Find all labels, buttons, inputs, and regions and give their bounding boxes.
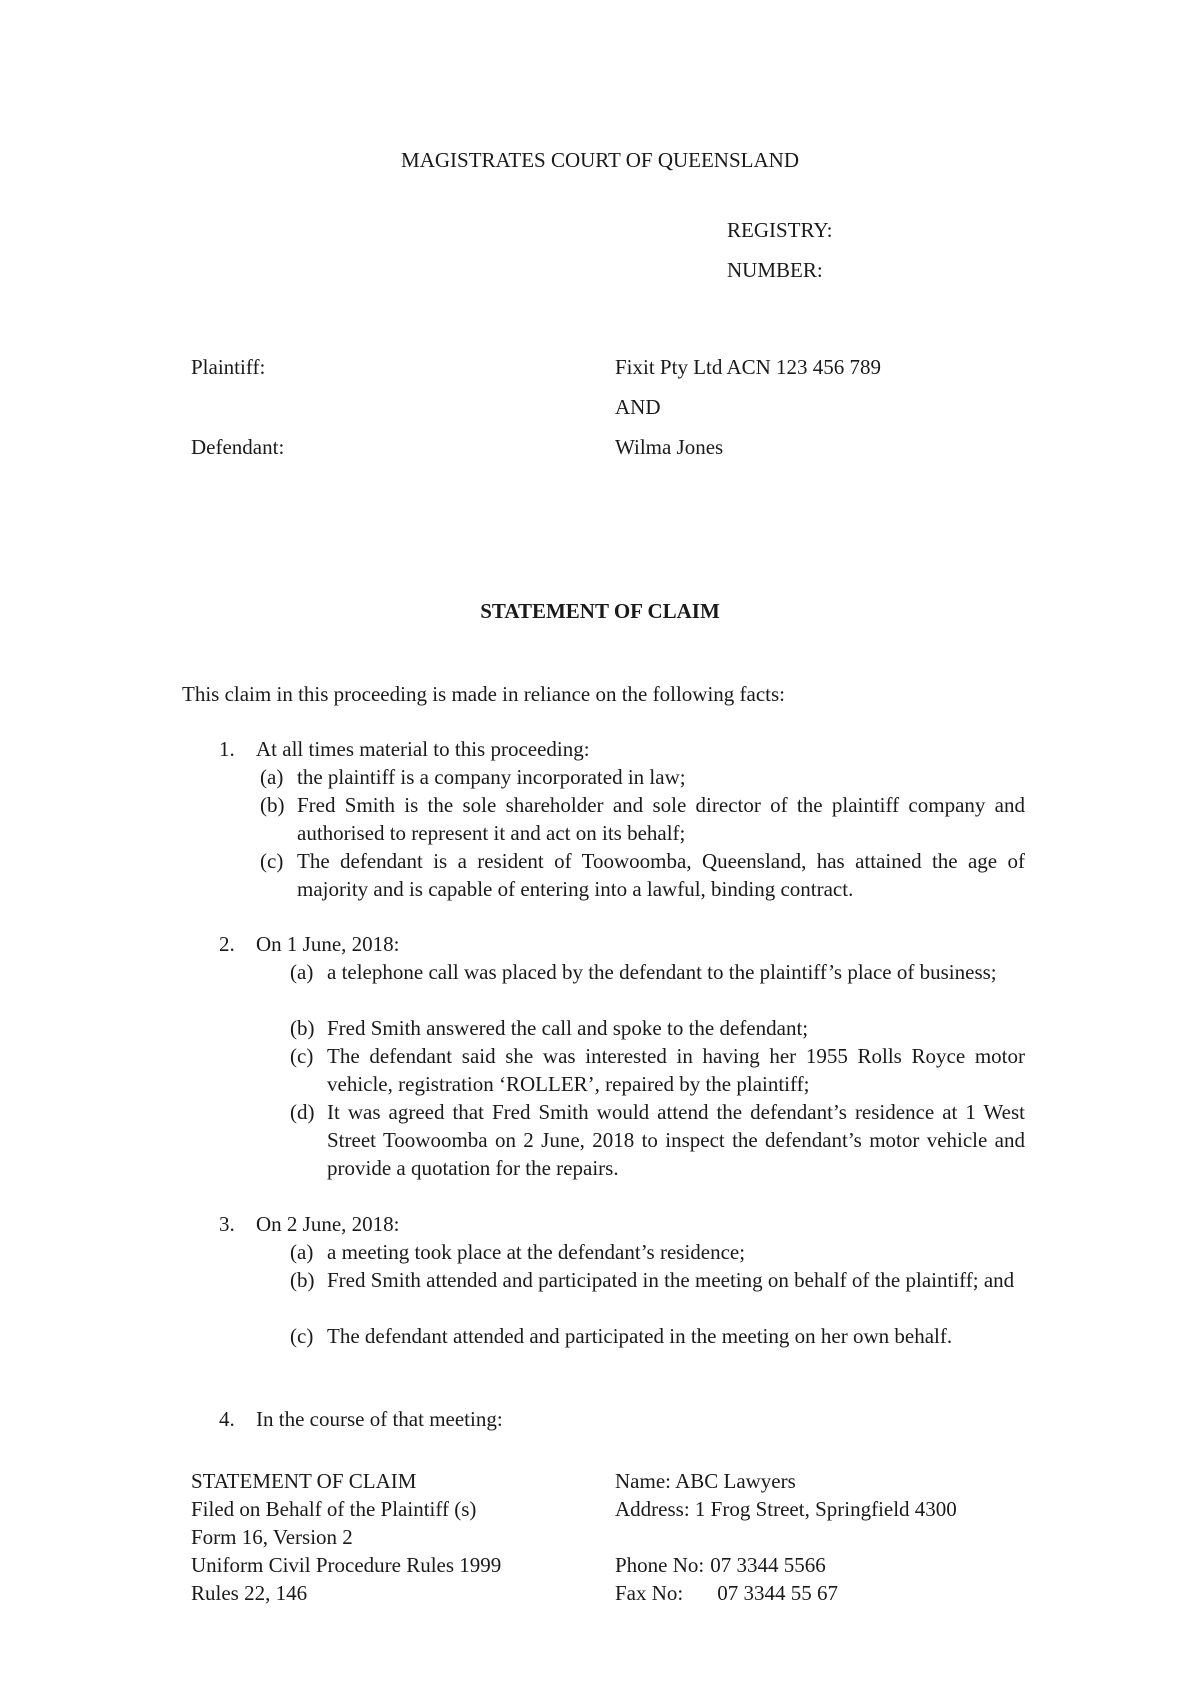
item-text: The defendant is a resident of Toowoomba, Queensland, has attained the age of majority and is capable of entering into a lawful, binding contract. bbox=[297, 849, 1025, 901]
fax-line bbox=[615, 1579, 957, 1607]
item-text: a meeting took place at the defendant’s residence; bbox=[327, 1240, 746, 1264]
item-label: (b) bbox=[260, 793, 285, 817]
plaintiff-label: Plaintiff: bbox=[191, 355, 266, 379]
item-label: (a) bbox=[290, 1240, 314, 1264]
form-title: STATEMENT OF CLAIM bbox=[191, 1469, 417, 1493]
filed-on-behalf: Filed on Behalf of the Plaintiff (s) bbox=[191, 1497, 477, 1521]
defendant-label: Defendant: bbox=[191, 435, 285, 459]
and-text: AND bbox=[615, 395, 661, 419]
intro-text: This claim in this proceeding is made in reliance on the following facts: bbox=[182, 682, 786, 706]
fax-number: 07 3344 55 67 bbox=[717, 1581, 838, 1605]
fax-label: Fax No: bbox=[615, 1581, 684, 1605]
lawyer-details bbox=[615, 1467, 957, 1607]
registry-label: REGISTRY: bbox=[727, 218, 833, 242]
item-label: (c) bbox=[260, 849, 284, 873]
phone-line bbox=[615, 1551, 957, 1579]
paragraph-heading: At all times material to this proceeding: bbox=[256, 737, 590, 761]
form-details bbox=[191, 1467, 501, 1607]
lawyer-address: Address: 1 Frog Street, Springfield 4300 bbox=[615, 1497, 957, 1521]
item-text: the plaintiff is a company incorporated in law; bbox=[297, 765, 686, 789]
court-name: MAGISTRATES COURT OF QUEENSLAND bbox=[401, 148, 799, 172]
phone-label: Phone No: bbox=[615, 1553, 705, 1577]
procedure-rules: Uniform Civil Procedure Rules 1999 bbox=[191, 1553, 502, 1577]
paragraph-heading: In the course of that meeting: bbox=[256, 1407, 503, 1431]
paragraph-number: 4. bbox=[219, 1407, 235, 1431]
item-label: (a) bbox=[260, 765, 284, 789]
paragraph-number: 2. bbox=[219, 932, 235, 956]
paragraph-heading: On 2 June, 2018: bbox=[256, 1212, 400, 1236]
item-text: Fred Smith is the sole shareholder and sole director of the plaintiff company and authorised to represent it and act on its behalf; bbox=[297, 793, 1025, 845]
item-label: (c) bbox=[290, 1324, 314, 1348]
lawyer-name: Name: ABC Lawyers bbox=[615, 1469, 796, 1493]
paragraph-heading: On 1 June, 2018: bbox=[256, 932, 400, 956]
item-label: (a) bbox=[290, 960, 314, 984]
item-text: a telephone call was placed by the defendant to the plaintiff’s place of business; bbox=[327, 960, 997, 984]
rules-numbers: Rules 22, 146 bbox=[191, 1581, 308, 1605]
item-text: Fred Smith answered the call and spoke to the defendant; bbox=[327, 1016, 809, 1040]
item-label: (d) bbox=[290, 1100, 315, 1124]
phone-number: 07 3344 5566 bbox=[710, 1553, 826, 1577]
defendant-name: Wilma Jones bbox=[615, 435, 724, 459]
paragraph-number: 3. bbox=[219, 1212, 235, 1236]
document-title: STATEMENT OF CLAIM bbox=[480, 599, 720, 623]
item-text: It was agreed that Fred Smith would attend the defendant’s residence at 1 West Street Toowoomba on 2 June, 2018 to inspect the defendant’s motor vehicle and provide a quotation for the repairs. bbox=[327, 1100, 1025, 1180]
item-text: The defendant said she was interested in having her 1955 Rolls Royce motor vehicle, registration ‘ROLLER’, repaired by the plaintiff; bbox=[327, 1044, 1025, 1096]
number-label: NUMBER: bbox=[727, 258, 823, 282]
item-text: The defendant attended and participated in the meeting on her own behalf. bbox=[327, 1324, 953, 1348]
item-text: Fred Smith attended and participated in the meeting on behalf of the plaintiff; and bbox=[327, 1268, 1015, 1292]
form-version: Form 16, Version 2 bbox=[191, 1525, 353, 1549]
paragraph-number: 1. bbox=[219, 737, 235, 761]
item-label: (c) bbox=[290, 1044, 314, 1068]
plaintiff-name: Fixit Pty Ltd ACN 123 456 789 bbox=[615, 355, 882, 379]
item-label: (b) bbox=[290, 1016, 315, 1040]
item-label: (b) bbox=[290, 1268, 315, 1292]
